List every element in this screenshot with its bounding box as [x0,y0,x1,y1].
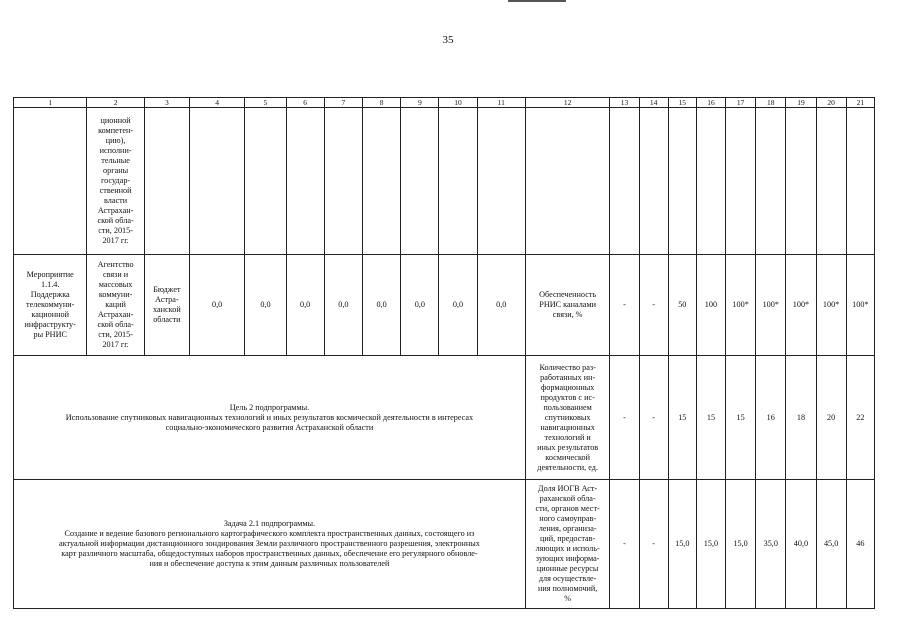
value-cell: 100* [816,255,846,356]
col-number: 19 [786,98,816,108]
value-cell: 100 [696,255,725,356]
value-cell: 15,0 [668,480,696,609]
value-cell: 35,0 [756,480,786,609]
value-cell: 15,0 [726,480,756,609]
col-number: 8 [362,98,400,108]
empty-cell [477,108,525,255]
task-cell: Задача 2.1 подпрограммы. Создание и ведение базового регионального картографического комплекта пространственных данных, состоящего из актуальной информации дистанционного зондирования Земли различного пространственного разрешения, электронных карт различного масштаба, общедоступных наборов пространственных данных, обеспечение его регулярного обновле- ния и обеспечение доступа к этим данным различных пользователей [14,480,526,609]
col-number: 12 [525,98,609,108]
col-number: 17 [726,98,756,108]
top-edge-mark [508,0,566,2]
col-number: 6 [286,98,324,108]
amount-cell: 0,0 [362,255,400,356]
empty-cell [726,108,756,255]
value-cell: 15 [668,356,696,480]
empty-cell [190,108,245,255]
empty-cell [439,108,477,255]
col-number: 1 [14,98,87,108]
executor-cell: Агентство связи и массовых коммуни- каций Астрахан- ской обла- сти, 2015- 2017 гг. [87,255,144,356]
empty-cell [756,108,786,255]
amount-cell: 0,0 [324,255,362,356]
empty-cell [525,108,609,255]
column-number-row [14,98,875,108]
value-cell: 100* [786,255,816,356]
value-cell: 15 [696,356,725,480]
col-number: 11 [477,98,525,108]
amount-cell: 0,0 [401,255,439,356]
indicator-cell: Доля ИОГВ Аст- раханской обла- сти, органов мест- ного самоуправ- ления, организа- ций, предостав- ляющих и исполь- зующих информа- ционные ресурсы для осуществле- ния полномочий, % [525,480,609,609]
measure-cell [14,108,87,255]
value-cell: - [639,480,668,609]
empty-cell [362,108,400,255]
value-cell: 50 [668,255,696,356]
value-cell: 40,0 [786,480,816,609]
value-cell: - [639,356,668,480]
table-row-task-2-1 [14,480,875,609]
col-number: 16 [696,98,725,108]
value-cell: - [610,356,639,480]
value-cell: 46 [846,480,874,609]
program-table [13,97,875,609]
value-cell: 100* [756,255,786,356]
col-number: 7 [324,98,362,108]
table-row-continued-executor [14,108,875,255]
col-number: 13 [610,98,639,108]
empty-cell [324,108,362,255]
empty-cell [846,108,874,255]
page-number: 35 [442,34,454,46]
executor-cell: ционной компетен- цию), исполни- тельные органы государ- ственной власти Астрахан- ской обла- сти, 2015- 2017 гг. [87,108,144,255]
col-number: 4 [190,98,245,108]
amount-cell: 0,0 [245,255,286,356]
value-cell: - [610,255,639,356]
table-row-goal-2 [14,356,875,480]
amount-cell: 0,0 [190,255,245,356]
col-number: 15 [668,98,696,108]
col-number: 21 [846,98,874,108]
empty-cell [816,108,846,255]
value-cell: - [610,480,639,609]
value-cell: - [639,255,668,356]
empty-cell [639,108,668,255]
value-cell: 45,0 [816,480,846,609]
col-number: 14 [639,98,668,108]
measure-cell: Мероприятие 1.1.4. Поддержка телекоммуни- кационной инфраструкту- ры РНИС [14,255,87,356]
funding-source-cell: Бюджет Астра- ханской области [144,255,189,356]
empty-cell [786,108,816,255]
table-row-measure-1-1-4 [14,255,875,356]
value-cell: 16 [756,356,786,480]
value-cell: 18 [786,356,816,480]
indicator-cell: Обеспеченность РНИС каналами связи, % [525,255,609,356]
goal-cell: Цель 2 подпрограммы. Использование спутниковых навигационных технологий и иных результатов космической деятельности в интересах социально-экономического развития Астраханской области [14,356,526,480]
col-number: 3 [144,98,189,108]
empty-cell [286,108,324,255]
empty-cell [144,108,189,255]
indicator-cell: Количество раз- работанных ин- формационных продуктов с ис- пользованием спутниковых навигационных технологий и иных результатов космической деятельности, ед. [525,356,609,480]
value-cell: 20 [816,356,846,480]
col-number: 10 [439,98,477,108]
empty-cell [245,108,286,255]
empty-cell [610,108,639,255]
amount-cell: 0,0 [439,255,477,356]
empty-cell [401,108,439,255]
value-cell: 22 [846,356,874,480]
amount-cell: 0,0 [477,255,525,356]
value-cell: 100* [726,255,756,356]
col-number: 18 [756,98,786,108]
empty-cell [696,108,725,255]
empty-cell [668,108,696,255]
col-number: 20 [816,98,846,108]
value-cell: 100* [846,255,874,356]
amount-cell: 0,0 [286,255,324,356]
col-number: 5 [245,98,286,108]
value-cell: 15,0 [696,480,725,609]
col-number: 9 [401,98,439,108]
value-cell: 15 [726,356,756,480]
col-number: 2 [87,98,144,108]
